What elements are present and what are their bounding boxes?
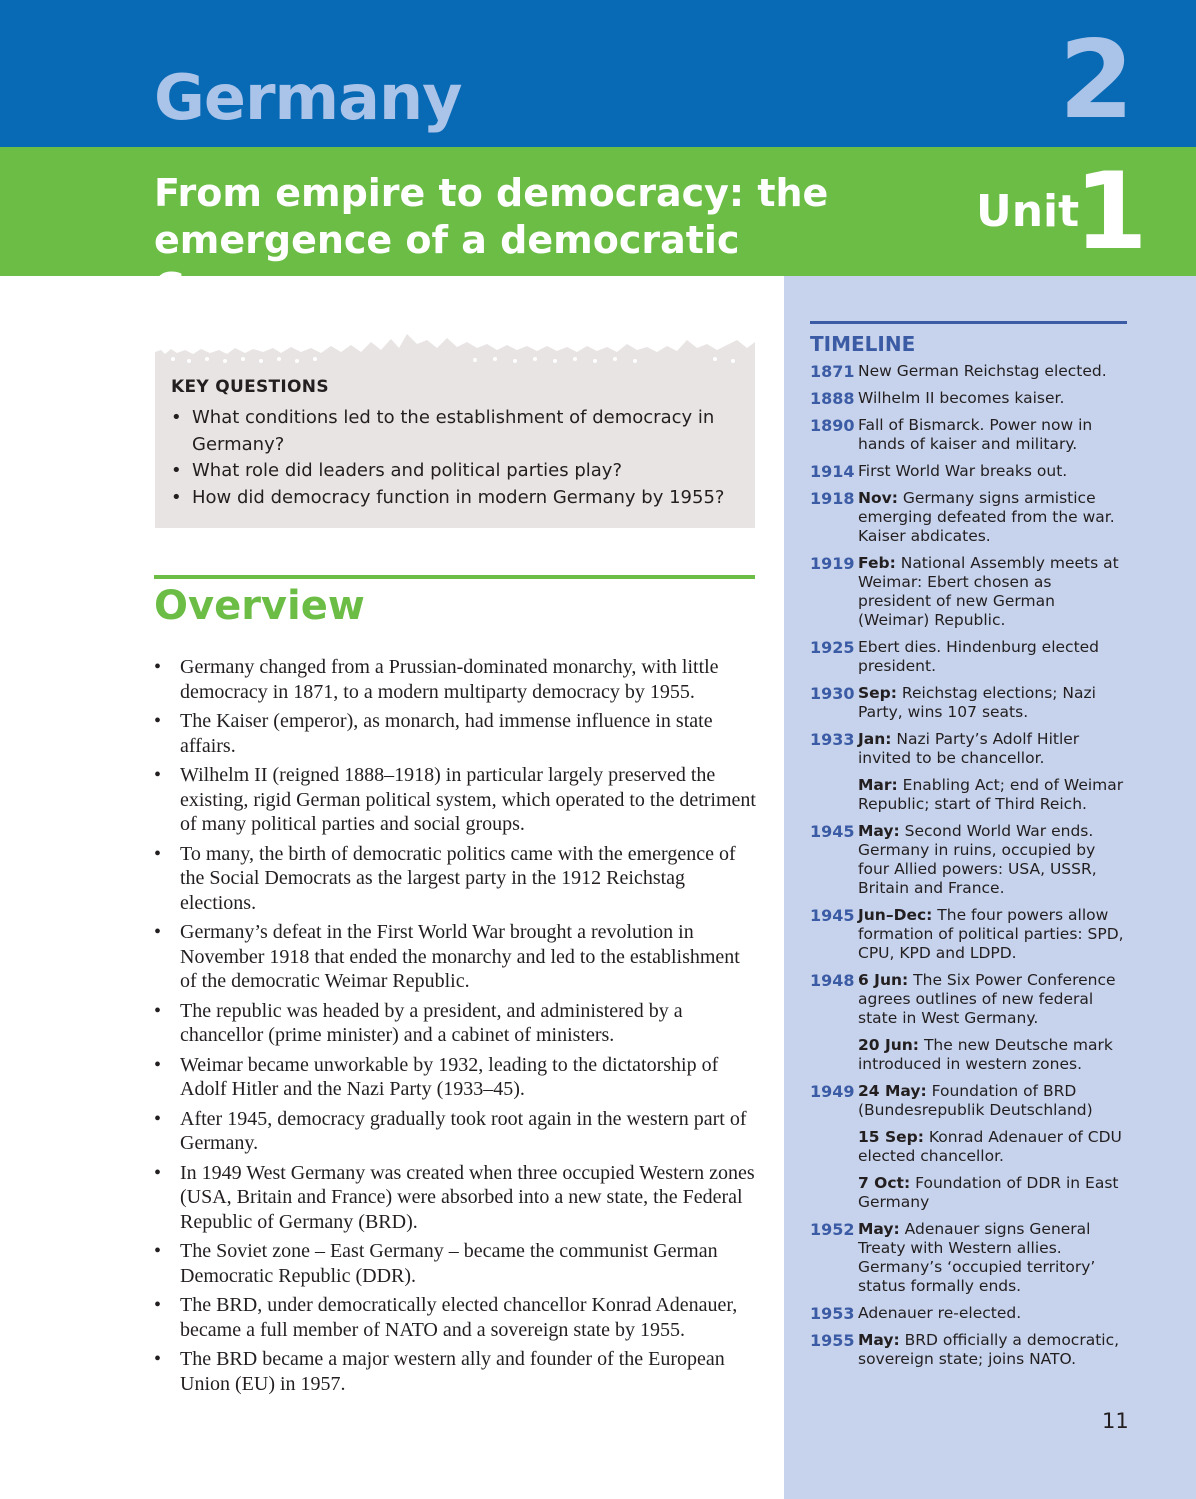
timeline-entry <box>810 1220 1130 1296</box>
timeline-year: 1930 <box>810 684 855 703</box>
timeline-entry <box>810 971 1130 1028</box>
timeline-text-block <box>858 684 1128 722</box>
timeline-entry <box>810 416 1130 454</box>
overview-item: • Wilhelm II (reigned 1888–1918) in particular largely preserved the existing, rigid German political system, which operated to the detriment of many political parties and social groups. <box>154 763 759 837</box>
timeline-year: 1948 <box>810 971 855 990</box>
timeline-date-label: 24 May: <box>858 1082 927 1100</box>
timeline-text-block <box>858 554 1128 630</box>
timeline-entry <box>810 638 1130 676</box>
timeline-description: Reichstag elections; Nazi Party, wins 107 seats. <box>858 684 1096 721</box>
overview-item: • The Soviet zone – East Germany – became the communist German Democratic Republic (DDR). <box>154 1239 759 1288</box>
timeline-entry <box>810 730 1130 768</box>
timeline-date-label: Nov: <box>858 489 898 507</box>
overview-item: • Germany’s defeat in the First World War brought a revolution in November 1918 that ended the monarchy and led to the establishment of the democratic Weimar Republic. <box>154 920 759 994</box>
timeline-description: New German Reichstag elected. <box>858 362 1107 380</box>
timeline-text-block <box>858 730 1128 768</box>
timeline-text-block <box>858 906 1128 963</box>
timeline-description: Foundation of BRD (Bundesrepublik Deutschland) <box>858 1082 1093 1119</box>
timeline-description: National Assembly meets at Weimar: Ebert chosen as president of new German (Weimar) Republic. <box>858 554 1119 629</box>
timeline-year: 1933 <box>810 730 855 749</box>
timeline-year: 1918 <box>810 489 855 508</box>
overview-heading: Overview <box>154 583 365 629</box>
timeline-text-block <box>858 1082 1128 1120</box>
timeline-entry <box>810 1174 1130 1212</box>
timeline-date-label: 20 Jun: <box>858 1036 920 1054</box>
overview-item: • The BRD, under democratically elected chancellor Konrad Adenauer, became a full member of NATO and a sovereign state by 1955. <box>154 1293 759 1342</box>
timeline-entry <box>810 822 1130 898</box>
timeline-description: First World War breaks out. <box>858 462 1068 480</box>
unit-title: From empire to democracy: the emergence of a democratic Germany <box>154 171 829 309</box>
timeline-date-label: 7 Oct: <box>858 1174 911 1192</box>
overview-rule <box>154 575 755 579</box>
timeline-text-block <box>858 1036 1128 1074</box>
timeline-year: 1945 <box>810 822 855 841</box>
timeline-date-label: Feb: <box>858 554 896 572</box>
timeline-date-label: 15 Sep: <box>858 1128 924 1146</box>
timeline-year: 1945 <box>810 906 855 925</box>
timeline-year: 1888 <box>810 389 855 408</box>
key-question-item: • What role did leaders and political parties play? <box>171 458 741 485</box>
timeline-date-label: Sep: <box>858 684 897 702</box>
key-question-item: • What conditions led to the establishment of democracy in Germany? <box>171 405 741 458</box>
overview-item: • Germany changed from a Prussian-dominated monarchy, with little democracy in 1871, to a modern multiparty democracy by 1955. <box>154 655 759 704</box>
timeline-year: 1955 <box>810 1331 855 1350</box>
timeline-description: Wilhelm II becomes kaiser. <box>858 389 1065 407</box>
timeline-date-label: May: <box>858 822 900 840</box>
timeline-description: Germany signs armistice emerging defeated from the war. Kaiser abdicates. <box>858 489 1115 545</box>
timeline-text-block <box>858 1304 1128 1323</box>
timeline-entry <box>810 362 1130 381</box>
overview-item: • The BRD became a major western ally and founder of the European Union (EU) in 1957. <box>154 1347 759 1396</box>
overview-item: • The Kaiser (emperor), as monarch, had immense influence in state affairs. <box>154 709 759 758</box>
timeline-year: 1953 <box>810 1304 855 1323</box>
timeline-text-block <box>858 1331 1128 1369</box>
overview-item: • To many, the birth of democratic politics came with the emergence of the Social Democrats as the largest party in the 1912 Reichstag elections. <box>154 842 759 916</box>
timeline-entry <box>810 1082 1130 1120</box>
overview-list <box>154 655 759 1401</box>
timeline-year <box>810 1036 858 1074</box>
timeline-year: 1919 <box>810 554 855 573</box>
timeline-date-label: Jan: <box>858 730 892 748</box>
timeline-description: The four powers allow formation of political parties: SPD, CPU, KPD and LDPD. <box>858 906 1124 962</box>
overview-item: • Weimar became unworkable by 1932, leading to the dictatorship of Adolf Hitler and the Nazi Party (1933–45). <box>154 1053 759 1102</box>
timeline-description: Nazi Party’s Adolf Hitler invited to be chancellor. <box>858 730 1080 767</box>
timeline-text-block <box>858 822 1128 898</box>
timeline-description: Adenauer signs General Treaty with Western allies. Germany’s ‘occupied territory’ status formally ends. <box>858 1220 1096 1295</box>
timeline-description: Konrad Adenauer of CDU elected chancellor. <box>858 1128 1122 1165</box>
timeline-text-block <box>858 362 1128 381</box>
timeline-date-label: 6 Jun: <box>858 971 909 989</box>
timeline-entry <box>810 489 1130 546</box>
timeline-entry <box>810 1036 1130 1074</box>
unit-number: 1 <box>1074 150 1148 273</box>
timeline-year: 1914 <box>810 462 855 481</box>
timeline-description: Foundation of DDR in East Germany <box>858 1174 1119 1211</box>
timeline-description: The new Deutsche mark introduced in western zones. <box>858 1036 1113 1073</box>
timeline-date-label: Jun–Dec: <box>858 906 933 924</box>
timeline-entry <box>810 776 1130 814</box>
timeline-description: Adenauer re-elected. <box>858 1304 1022 1322</box>
timeline-list <box>810 362 1130 1377</box>
overview-item: • The republic was headed by a president, and administered by a chancellor (prime minister) and a cabinet of ministers. <box>154 999 759 1048</box>
timeline-year: 1925 <box>810 638 855 657</box>
timeline-text-block <box>858 971 1128 1028</box>
timeline-year <box>810 1128 858 1166</box>
key-question-item: • How did democracy function in modern Germany by 1955? <box>171 485 741 512</box>
timeline-year: 1952 <box>810 1220 855 1239</box>
timeline-description: Ebert dies. Hindenburg elected president. <box>858 638 1100 675</box>
timeline-date-label: Mar: <box>858 776 898 794</box>
timeline-description: The Six Power Conference agrees outlines of new federal state in West Germany. <box>858 971 1116 1027</box>
timeline-date-label: May: <box>858 1220 900 1238</box>
chapter-title: Germany <box>154 61 462 134</box>
timeline-year: 1949 <box>810 1082 855 1101</box>
timeline-description: Second World War ends. Germany in ruins, occupied by four Allied powers: USA, USSR, Britain and France. <box>858 822 1097 897</box>
timeline-description: BRD officially a democratic, sovereign state; joins NATO. <box>858 1331 1120 1368</box>
timeline-entry <box>810 389 1130 408</box>
timeline-entry <box>810 1128 1130 1166</box>
timeline-text-block <box>858 1128 1128 1166</box>
timeline-year <box>810 1174 858 1212</box>
timeline-text-block <box>858 638 1128 676</box>
timeline-rule <box>810 321 1127 324</box>
timeline-text-block <box>858 416 1128 454</box>
timeline-heading: TIMELINE <box>810 332 916 356</box>
timeline-date-label: May: <box>858 1331 900 1349</box>
timeline-entry <box>810 906 1130 963</box>
timeline-text-block <box>858 776 1128 814</box>
timeline-entry <box>810 684 1130 722</box>
timeline-entry <box>810 1331 1130 1369</box>
timeline-text-block <box>858 389 1128 408</box>
key-questions-list <box>171 405 741 511</box>
timeline-entry <box>810 1304 1130 1323</box>
unit-label: Unit <box>976 186 1080 237</box>
timeline-year <box>810 776 858 814</box>
timeline-text-block <box>858 1174 1128 1212</box>
overview-item: • After 1945, democracy gradually took root again in the western part of Germany. <box>154 1107 759 1156</box>
timeline-text-block <box>858 462 1128 481</box>
chapter-number: 2 <box>1058 18 1134 143</box>
timeline-entry <box>810 462 1130 481</box>
page-number: 11 <box>1102 1409 1129 1433</box>
overview-item: • In 1949 West Germany was created when three occupied Western zones (USA, Britain and France) were absorbed into a new state, the Federal Republic of Germany (BRD). <box>154 1161 759 1235</box>
timeline-description: Enabling Act; end of Weimar Republic; start of Third Reich. <box>858 776 1124 813</box>
key-questions-torn-edge <box>155 330 755 370</box>
timeline-text-block <box>858 489 1128 546</box>
timeline-entry <box>810 554 1130 630</box>
timeline-year: 1890 <box>810 416 855 435</box>
timeline-description: Fall of Bismarck. Power now in hands of kaiser and military. <box>858 416 1093 453</box>
key-questions-heading: KEY QUESTIONS <box>171 377 329 397</box>
timeline-year: 1871 <box>810 362 855 381</box>
timeline-text-block <box>858 1220 1128 1296</box>
